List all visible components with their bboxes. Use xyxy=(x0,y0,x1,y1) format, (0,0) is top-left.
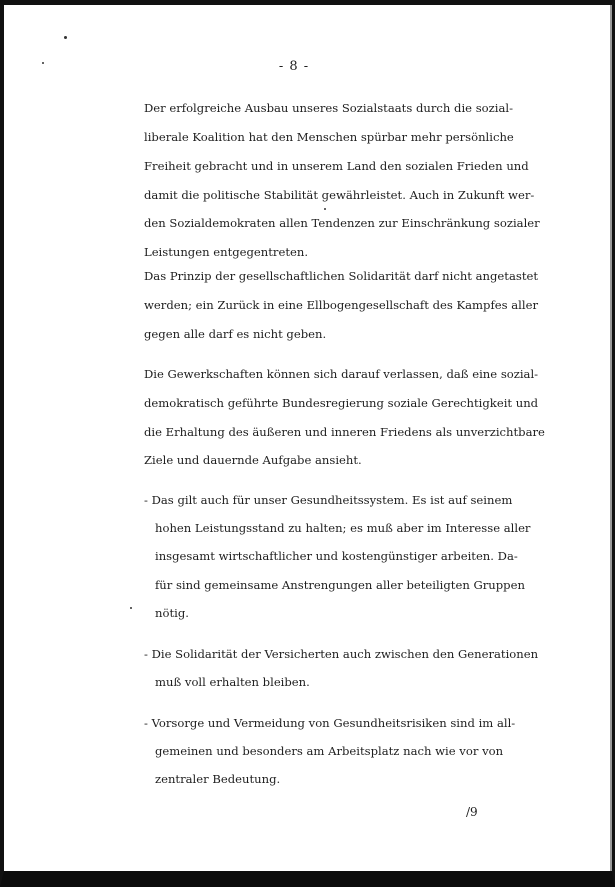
bullet-line: - Vorsorge und Vermeidung von Gesundheitsrisiken sind im all- xyxy=(144,716,516,730)
body-line: die Erhaltung des äußeren und inneren Friedens als unverzichtbare xyxy=(144,425,545,439)
body-line: Das Prinzip der gesellschaftlichen Solidarität darf nicht angetastet xyxy=(144,269,538,283)
bullet-line: - Das gilt auch für unser Gesundheitssystem. Es ist auf seinem xyxy=(144,493,513,507)
page-number: - 8 - xyxy=(278,59,310,74)
body-line: den Sozialdemokraten allen Tendenzen zur Einschränkung sozialer xyxy=(144,216,540,230)
page-edge-shadow xyxy=(610,5,612,871)
bullet-continuation-line: zentraler Bedeutung. xyxy=(155,772,281,786)
scan-speck xyxy=(324,208,326,210)
continuation-marker: /9 xyxy=(466,805,478,819)
bullet-continuation-line: nötig. xyxy=(155,606,189,620)
body-line: liberale Koalition hat den Menschen spürbar mehr persönliche xyxy=(144,130,514,144)
bullet-continuation-line: muß voll erhalten bleiben. xyxy=(155,675,310,689)
scan-speck xyxy=(130,607,132,609)
body-line: Die Gewerkschaften können sich darauf verlassen, daß eine sozial- xyxy=(144,367,539,381)
body-line: Leistungen entgegentreten. xyxy=(144,245,308,259)
scan-speck xyxy=(64,36,67,39)
bullet-continuation-line: für sind gemeinsame Anstrengungen aller beteiligten Gruppen xyxy=(155,578,525,592)
body-line: werden; ein Zurück in eine Ellbogengesellschaft des Kampfes aller xyxy=(144,298,538,312)
bullet-continuation-line: hohen Leistungsstand zu halten; es muß aber im Interesse aller xyxy=(155,521,531,535)
bullet-line: - Die Solidarität der Versicherten auch zwischen den Generationen xyxy=(144,647,539,661)
bullet-continuation-line: gemeinen und besonders am Arbeitsplatz nach wie vor von xyxy=(155,744,504,758)
body-line: demokratisch geführte Bundesregierung soziale Gerechtigkeit und xyxy=(144,396,539,410)
bullet-continuation-line: insgesamt wirtschaftlicher und kostengünstiger arbeiten. Da- xyxy=(155,549,518,563)
body-line: Der erfolgreiche Ausbau unseres Sozialstaats durch die sozial- xyxy=(144,101,513,115)
body-line: gegen alle darf es nicht geben. xyxy=(144,327,327,341)
body-line: Ziele und dauernde Aufgabe ansieht. xyxy=(144,453,362,467)
body-line: Freiheit gebracht und in unserem Land den sozialen Frieden und xyxy=(144,159,529,173)
body-line: damit die politische Stabilität gewährleistet. Auch in Zukunft wer- xyxy=(144,188,535,202)
